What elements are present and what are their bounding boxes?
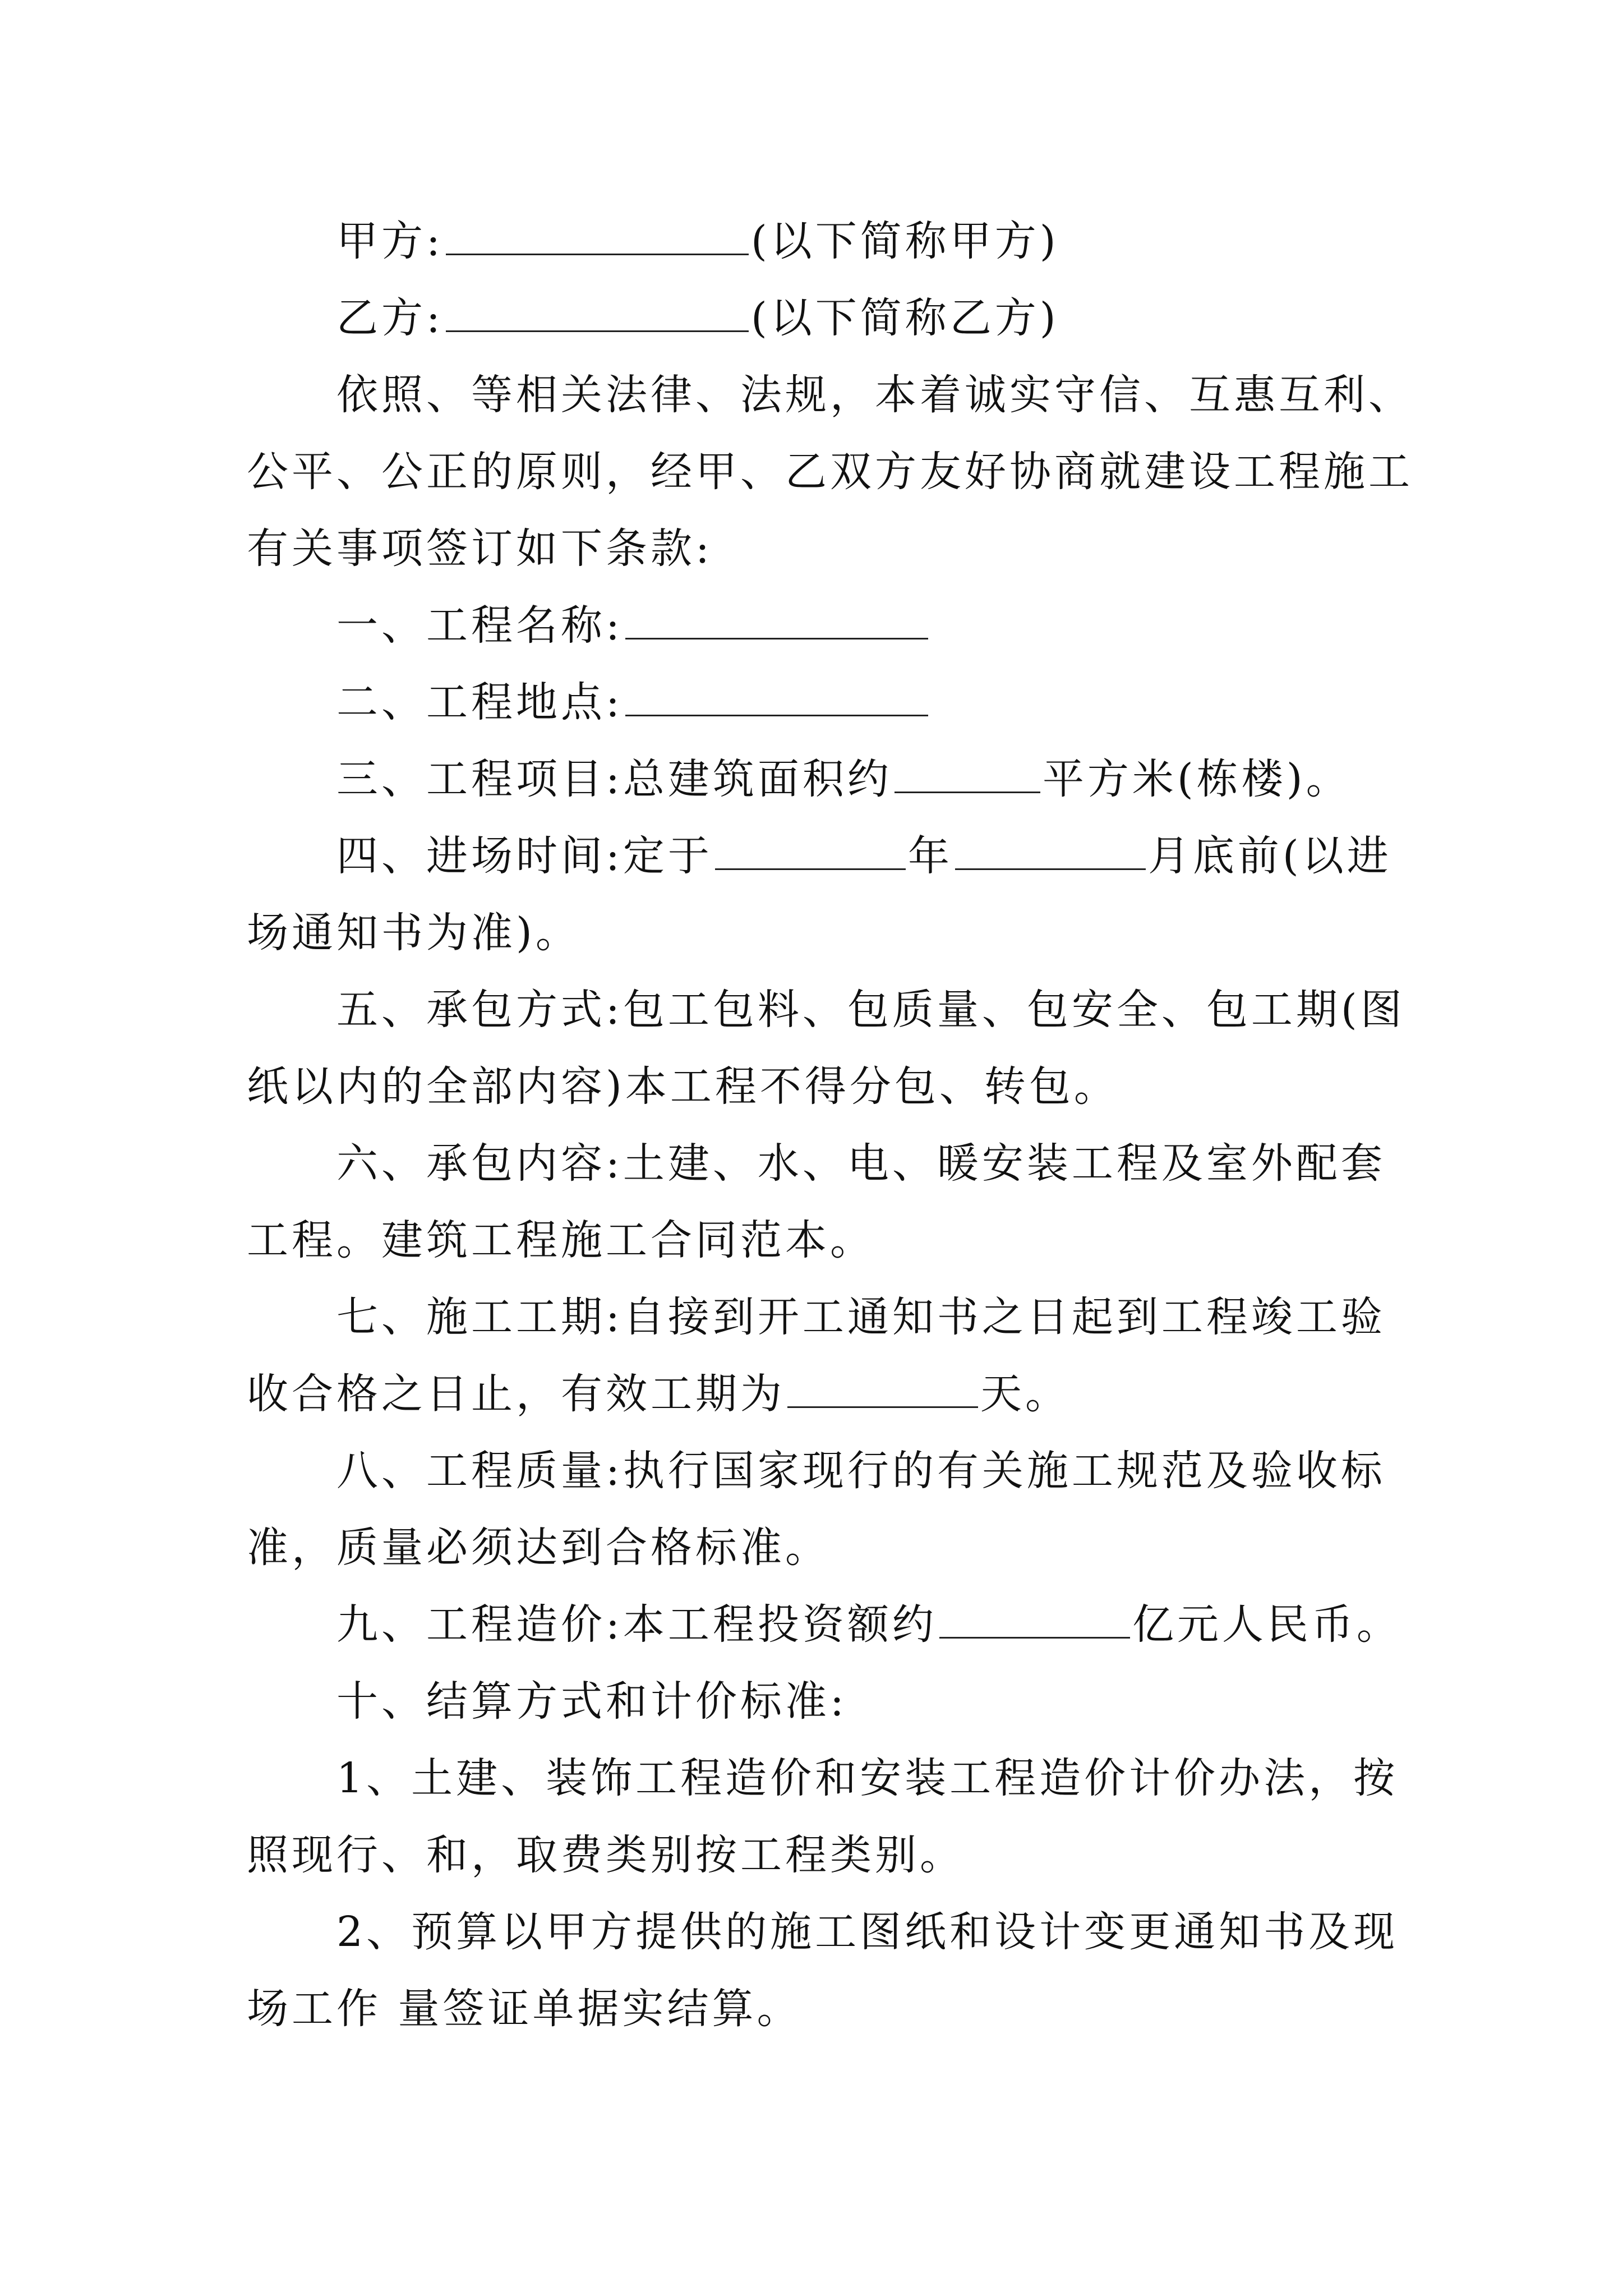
item-4-suffix: 月底前(以进 [1147, 832, 1392, 880]
item-7-blank [787, 1373, 978, 1408]
party-b-line [336, 290, 1059, 346]
clause-1-line-1: 1、土建、装饰工程造价和安装工程造价计价办法，按 [336, 1754, 1399, 1802]
item-7-suffix: 天。 [980, 1370, 1070, 1418]
item-4-entry-time [336, 828, 1392, 884]
item-8-line-1: 八、工程质量:执行国家现行的有关施工规范及验收标 [336, 1447, 1386, 1495]
preamble-line-1: 依照、等相关法律、法规，本着诚实守信、互惠互利、 [336, 371, 1413, 419]
item-9-project-cost [336, 1596, 1401, 1653]
preamble-line-2: 公平、公正的原则，经甲、乙双方友好协商就建设工程施工 [247, 448, 1413, 496]
item-9-blank [939, 1603, 1130, 1639]
item-8-line-2: 准，质量必须达到合格标准。 [247, 1524, 830, 1572]
item-4-line-2: 场通知书为准)。 [247, 909, 580, 957]
item-2-project-location [336, 674, 930, 730]
item-1-project-name [336, 597, 930, 654]
party-a-blank [446, 220, 749, 255]
item-7-prefix: 收合格之日止，有效工期为 [247, 1370, 785, 1418]
item-9-prefix: 九、工程造价:本工程投资额约 [336, 1600, 937, 1649]
item-4-year-blank [715, 835, 906, 870]
item-6-line-1: 六、承包内容:土建、水、电、暖安装工程及室外配套 [336, 1139, 1386, 1188]
party-a-suffix: (以下简称甲方) [750, 217, 1059, 265]
party-b-suffix: (以下简称乙方) [750, 294, 1059, 342]
item-2-label: 二、工程地点: [336, 678, 623, 726]
item-6-line-2: 工程。建筑工程施工合同范本。 [247, 1216, 875, 1264]
party-a-line [336, 213, 1059, 269]
item-1-blank [625, 604, 928, 639]
item-3-blank [895, 758, 1040, 793]
item-4-prefix: 四、进场时间:定于 [336, 832, 713, 880]
item-4-month-blank [955, 835, 1146, 870]
clause-2-line-2: 场工作 量签证单据实结算。 [247, 1985, 802, 2033]
item-4-mid: 年 [907, 832, 953, 880]
item-9-suffix: 亿元人民币。 [1132, 1600, 1401, 1649]
item-7-line-1: 七、施工工期:自接到开工通知书之日起到工程竣工验 [336, 1293, 1386, 1341]
item-2-blank [625, 681, 928, 716]
clause-2-line-1: 2、预算以甲方提供的施工图纸和设计变更通知书及现 [336, 1908, 1399, 1956]
item-3-prefix: 三、工程项目:总建筑面积约 [336, 755, 892, 803]
party-a-label: 甲方: [336, 217, 444, 265]
item-5-line-2: 纸以内的全部内容)本工程不得分包、转包。 [247, 1062, 1119, 1111]
party-b-label: 乙方: [336, 294, 444, 342]
item-10-settlement: 十、结算方式和计价标准: [336, 1677, 847, 1726]
item-5-line-1: 五、承包方式:包工包料、包质量、包安全、包工期(图 [336, 986, 1405, 1034]
party-b-blank [446, 297, 749, 332]
preamble-line-3: 有关事项签订如下条款: [247, 524, 713, 573]
item-3-suffix: 平方米(栋楼)。 [1042, 755, 1351, 803]
item-3-project-scope [336, 751, 1351, 807]
clause-1-line-2: 照现行、和，取费类别按工程类别。 [247, 1831, 965, 1879]
item-7-line-2 [247, 1366, 1070, 1422]
item-1-label: 一、工程名称: [336, 601, 623, 650]
